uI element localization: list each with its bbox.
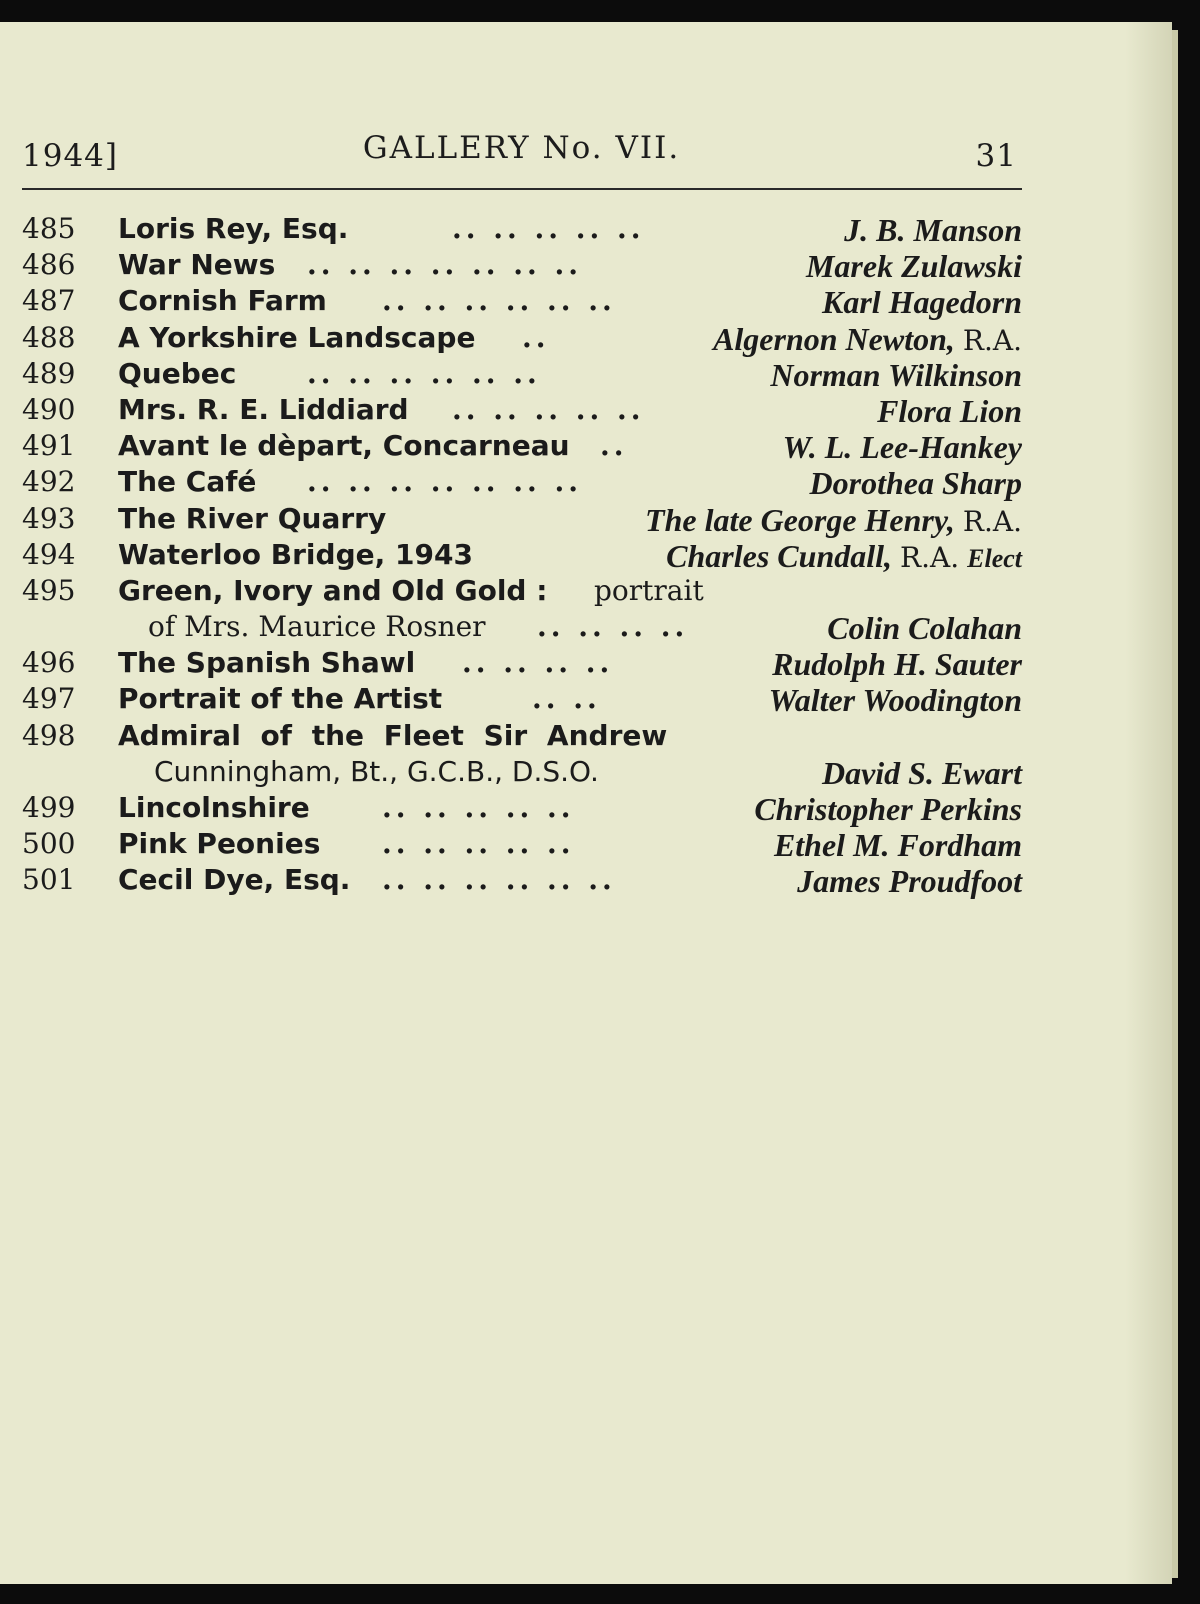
catalogue-entry	[22, 284, 1022, 320]
entry-number: 495	[22, 573, 76, 607]
running-head	[22, 130, 1021, 186]
catalogue-entry	[22, 863, 1022, 899]
entry-number: 494	[22, 537, 76, 571]
leader-dots: .. .. .. .. ..	[382, 827, 575, 861]
entry-number: 497	[22, 682, 76, 716]
entry-artist: Norman Wilkinson	[770, 356, 1022, 393]
entry-title: Mrs. R. E. Liddiard	[118, 392, 409, 426]
catalogue-entry	[22, 827, 1022, 863]
entry-title: Avant le dèpart, Concarneau	[118, 429, 570, 463]
catalogue-entry	[22, 791, 1022, 827]
header-year: 1944]	[22, 138, 118, 174]
entry-artist: Charles Cundall, R.A. Elect	[666, 537, 1022, 574]
catalogue-entry	[22, 502, 1022, 538]
leader-dots: .. ..	[532, 682, 601, 716]
leader-dots: .. .. .. .. ..	[452, 212, 645, 245]
leader-dots: .. .. .. ..	[462, 646, 614, 680]
entry-number: 500	[22, 827, 76, 861]
entry-artist: J. B. Manson	[844, 212, 1022, 248]
catalogue-page	[0, 22, 1172, 1584]
entry-title: The Spanish Shawl	[118, 646, 416, 680]
entry-number: 498	[22, 718, 76, 752]
entry-title: A Yorkshire Landscape	[118, 320, 476, 354]
entry-artist: Rudolph H. Sauter	[772, 646, 1022, 683]
entry-title: Quebec	[118, 356, 237, 390]
entry-number: 491	[22, 429, 76, 463]
catalogue-entry	[22, 248, 1022, 284]
gallery-title: GALLERY No. VII.	[362, 130, 681, 166]
page-edge	[1172, 30, 1178, 1578]
catalogue-entry	[22, 429, 1022, 465]
leader-dots: ..	[522, 320, 550, 354]
entry-number: 486	[22, 248, 76, 282]
entry-number: 499	[22, 791, 76, 824]
leader-dots: .. .. .. .. .. ..	[307, 356, 541, 390]
entry-artist: The late George Henry, R.A.	[645, 501, 1022, 538]
catalogue-entries	[22, 212, 1022, 900]
catalogue-entry-continuation	[22, 755, 1022, 791]
entry-number: 493	[22, 501, 76, 535]
leader-dots: ..	[600, 429, 628, 463]
leader-dots: .. .. .. .. ..	[382, 791, 575, 824]
entry-title: Cunningham, Bt., G.C.B., D.S.O.	[154, 754, 599, 788]
entry-artist: Dorothea Sharp	[809, 465, 1022, 502]
catalogue-entry	[22, 719, 1022, 755]
header-rule	[22, 188, 1022, 190]
entry-artist: Karl Hagedorn	[821, 284, 1022, 321]
entry-artist: Christopher Perkins	[754, 791, 1022, 827]
entry-artist: Colin Colahan	[827, 610, 1022, 647]
catalogue-entry	[22, 212, 1022, 248]
entry-title: Pink Peonies	[118, 827, 321, 861]
entry-artist: Marek Zulawski	[805, 248, 1022, 285]
entry-artist: W. L. Lee-Hankey	[782, 429, 1022, 466]
catalogue-entry-continuation	[22, 610, 1022, 646]
entry-title: War News	[118, 248, 276, 282]
entry-number: 492	[22, 465, 76, 499]
entry-title: Portrait of the Artist	[118, 682, 443, 716]
entry-title-continuation: portrait	[594, 573, 704, 607]
entry-artist: James Proudfoot	[797, 863, 1022, 900]
entry-artist: David S. Ewart	[821, 754, 1022, 791]
entry-title: Waterloo Bridge, 1943	[118, 537, 473, 571]
leader-dots: .. .. .. ..	[537, 610, 689, 644]
page-number: 31	[975, 138, 1017, 174]
entry-title: Cornish Farm	[118, 284, 327, 318]
artist-suffix: R.A.	[962, 323, 1022, 357]
artist-suffix-elect: Elect	[967, 543, 1022, 573]
entry-title: Loris Rey, Esq.	[118, 212, 349, 245]
catalogue-entry	[22, 646, 1022, 682]
entry-title: Lincolnshire	[118, 791, 310, 824]
entry-title: Admiral of the Fleet Sir Andrew	[118, 718, 668, 752]
catalogue-entry	[22, 393, 1022, 429]
catalogue-entry	[22, 682, 1022, 718]
entry-artist: Flora Lion	[877, 392, 1022, 429]
entry-number: 496	[22, 646, 76, 680]
entry-title: The River Quarry	[118, 501, 387, 535]
entry-number: 490	[22, 392, 76, 426]
entry-number: 488	[22, 320, 76, 354]
leader-dots: .. .. .. .. .. .. ..	[307, 465, 582, 499]
catalogue-entry	[22, 321, 1022, 357]
catalogue-entry	[22, 357, 1022, 393]
entry-artist: Algernon Newton, R.A.	[713, 320, 1022, 357]
entry-title: The Café	[118, 465, 257, 499]
entry-number: 485	[22, 212, 76, 245]
leader-dots: .. .. .. .. ..	[452, 392, 645, 426]
artist-suffix: R.A.	[962, 504, 1022, 538]
entry-artist: Ethel M. Fordham	[773, 827, 1022, 864]
entry-number: 501	[22, 863, 76, 897]
show-through-texture	[420, 902, 1060, 1462]
entry-number: 487	[22, 284, 76, 318]
leader-dots: .. .. .. .. .. .. ..	[307, 248, 582, 282]
catalogue-entry	[22, 538, 1022, 574]
leader-dots: .. .. .. .. .. ..	[382, 863, 616, 897]
catalogue-entry	[22, 465, 1022, 501]
catalogue-entry	[22, 574, 1022, 610]
entry-artist: Walter Woodington	[768, 682, 1022, 719]
artist-suffix: R.A.	[900, 540, 960, 574]
leader-dots: .. .. .. .. .. ..	[382, 284, 616, 318]
entry-title: Green, Ivory and Old Gold :	[118, 573, 548, 607]
entry-number: 489	[22, 356, 76, 390]
entry-title: of Mrs. Maurice Rosner	[148, 610, 486, 644]
entry-title: Cecil Dye, Esq.	[118, 863, 351, 897]
